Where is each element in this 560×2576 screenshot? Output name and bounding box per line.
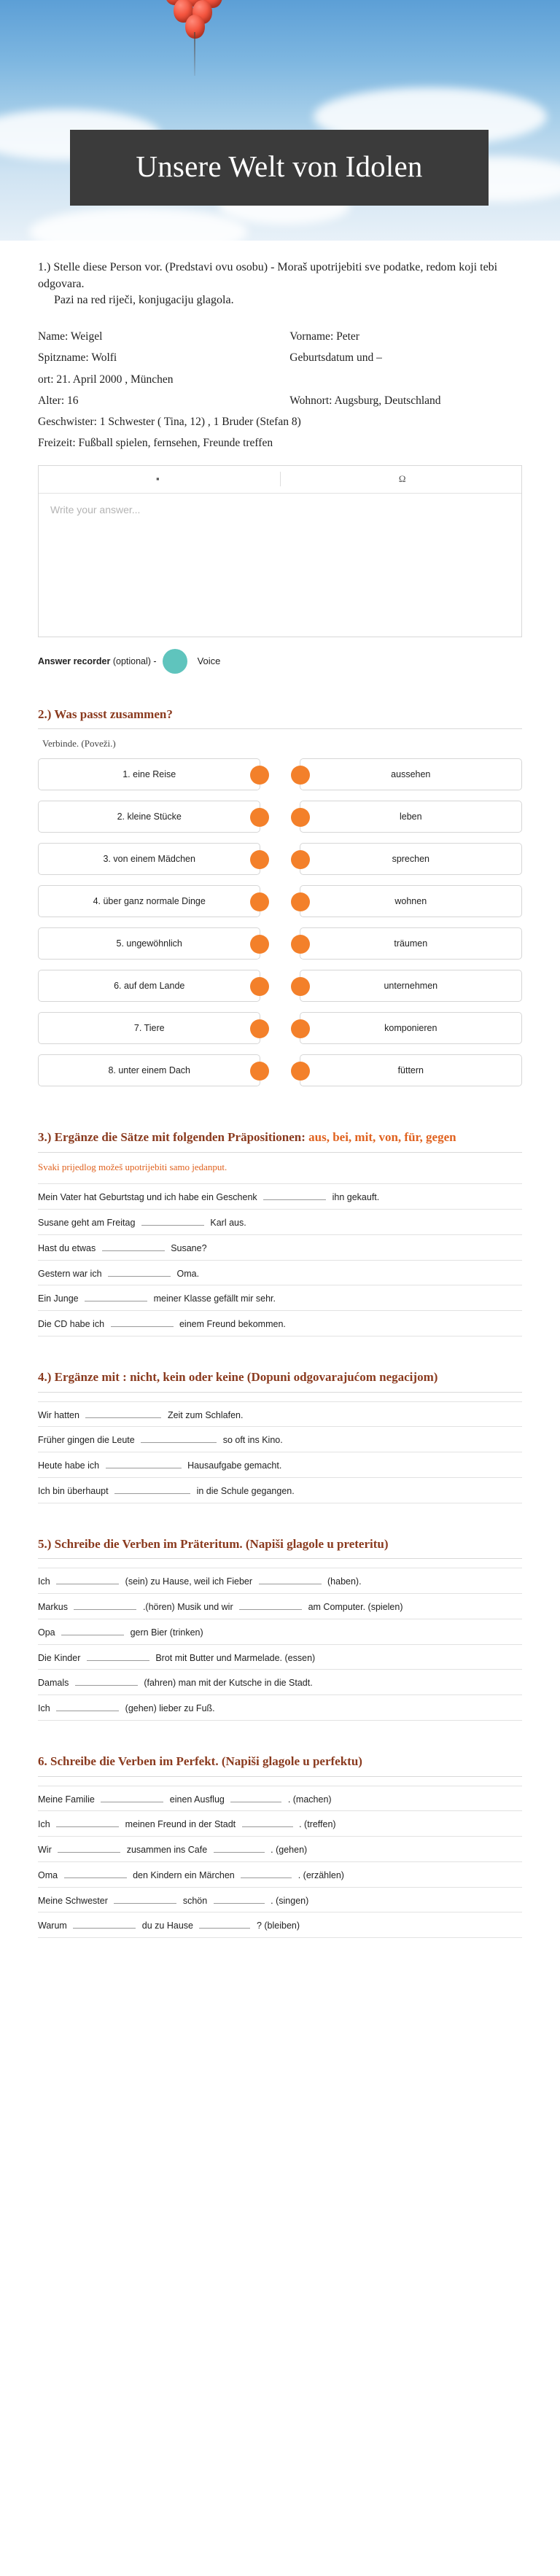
- connector-dot[interactable]: [250, 1019, 269, 1038]
- question-4: [38, 1369, 522, 1503]
- match-item-left[interactable]: [38, 801, 260, 833]
- question-3-word-bank: aus, bei, mit, von, für, gegen: [308, 1130, 456, 1145]
- editor-toolbar: [39, 466, 521, 494]
- blank-input[interactable]: [230, 1793, 281, 1802]
- field-row: [38, 413, 522, 430]
- field-geburtsdatum: Geburtsdatum und –: [289, 351, 382, 365]
- question-3-note: Svaki prijedlog možeš upotrijebiti samo jedanput.: [38, 1161, 228, 1173]
- blank-input[interactable]: [214, 1843, 265, 1853]
- blank-input[interactable]: [58, 1843, 120, 1853]
- fill-in-blank-row[interactable]: Ich (gehen) lieber zu Fuß.: [38, 1695, 522, 1721]
- match-item-label: 4. über ganz normale Dinge: [93, 895, 206, 906]
- answer-editor[interactable]: [38, 465, 522, 637]
- blank-input[interactable]: [199, 1919, 250, 1929]
- fill-in-blank-row[interactable]: Ich meinen Freund in der Stadt . (treffen): [38, 1811, 522, 1837]
- match-item-label: 8. unter einem Dach: [108, 1065, 190, 1075]
- field-row: [38, 392, 522, 409]
- connector-dot[interactable]: [250, 892, 269, 911]
- blank-input[interactable]: [241, 1869, 292, 1878]
- blank-input[interactable]: [108, 1267, 171, 1277]
- question-1: [38, 260, 522, 674]
- matching-exercise: [38, 758, 522, 1097]
- match-item-right[interactable]: [300, 970, 522, 1002]
- blank-input[interactable]: [56, 1575, 119, 1584]
- blank-input[interactable]: [61, 1626, 124, 1635]
- fill-in-blank-row[interactable]: Damals (fahren) man mit der Kutsche in die Stadt.: [38, 1670, 522, 1695]
- fill-in-blank-row[interactable]: Die CD habe ich einem Freund bekommen.: [38, 1311, 522, 1336]
- fill-in-blank-row[interactable]: Wir zusammen ins Cafe . (gehen): [38, 1837, 522, 1862]
- connector-dot[interactable]: [291, 808, 310, 827]
- match-item-right[interactable]: [300, 1054, 522, 1086]
- match-item-left[interactable]: [38, 758, 260, 790]
- person-data-fields: [38, 328, 522, 452]
- blank-input[interactable]: [56, 1818, 119, 1827]
- balloons-icon: [153, 0, 241, 60]
- blank-input[interactable]: [239, 1600, 302, 1610]
- field-geburtsort: ort: 21. April 2000 , München: [38, 373, 174, 386]
- blank-input[interactable]: [87, 1651, 149, 1661]
- divider: [38, 1776, 522, 1777]
- match-item-label: unternehmen: [384, 980, 438, 991]
- question-1-prompt: [38, 260, 522, 309]
- question-4-title-bold: nicht, kein oder keine (Dopuni odgovarajućom negacijom): [130, 1369, 438, 1384]
- question-6: [38, 1753, 522, 1938]
- question-6-sentences: [38, 1786, 522, 1939]
- divider: [38, 1558, 522, 1559]
- divider: [38, 728, 522, 729]
- match-item-right[interactable]: [300, 843, 522, 875]
- blank-input[interactable]: [85, 1409, 161, 1418]
- question-2-subtitle: Verbinde. (Poveži.): [42, 738, 116, 750]
- blank-input[interactable]: [114, 1484, 190, 1494]
- connector-dot[interactable]: [291, 892, 310, 911]
- answer-input[interactable]: Write your answer...: [50, 503, 141, 515]
- blank-input[interactable]: [74, 1600, 136, 1610]
- match-item-label: 6. auf dem Lande: [114, 980, 185, 991]
- question-5-sentences: [38, 1568, 522, 1721]
- fill-in-blank-row[interactable]: Susane geht am Freitag Karl aus.: [38, 1210, 522, 1235]
- fill-in-blank-row[interactable]: Wir hatten Zeit zum Schlafen.: [38, 1401, 522, 1428]
- recorder-optional-label: (optional) -: [110, 655, 157, 666]
- answer-recorder: [38, 649, 522, 674]
- connector-dot[interactable]: [250, 766, 269, 785]
- blank-input[interactable]: [102, 1242, 165, 1251]
- match-item-label: träumen: [394, 938, 428, 949]
- field-row: [38, 328, 522, 345]
- fill-in-blank-row[interactable]: Ich (sein) zu Hause, weil ich Fieber (haben).: [38, 1568, 522, 1594]
- fill-in-blank-row[interactable]: Heute habe ich Hausaufgabe gemacht.: [38, 1452, 522, 1478]
- question-6-title: 6. Schreibe die Verben im Perfekt. (Napiši glagole u perfektu): [38, 1754, 362, 1768]
- matching-left-column: [38, 758, 260, 1097]
- recorder-voice-label: Voice: [197, 655, 221, 667]
- match-item-right[interactable]: [300, 1012, 522, 1044]
- font-style-icon[interactable]: ▪: [155, 473, 160, 485]
- blank-input[interactable]: [111, 1318, 174, 1327]
- blank-input[interactable]: [114, 1894, 176, 1904]
- fill-in-blank-row[interactable]: Früher gingen die Leute so oft ins Kino.: [38, 1427, 522, 1452]
- question-2-title: 2.) Was passt zusammen?: [38, 707, 173, 721]
- record-button[interactable]: [163, 649, 187, 674]
- fill-in-blank-row[interactable]: Warum du zu Hause ? (bleiben): [38, 1912, 522, 1938]
- question-3: [38, 1129, 522, 1336]
- question-4-title-prefix: 4.) Ergänze mit :: [38, 1369, 127, 1384]
- blank-input[interactable]: [106, 1459, 182, 1468]
- connector-dot[interactable]: [250, 808, 269, 827]
- match-item-right[interactable]: [300, 758, 522, 790]
- question-3-sentences: [38, 1183, 522, 1336]
- question-3-title: [38, 1129, 522, 1146]
- fill-in-blank-row[interactable]: Opa gern Bier (trinken): [38, 1619, 522, 1645]
- fill-in-blank-row[interactable]: Mein Vater hat Geburtstag und ich habe ein Geschenk ihn gekauft.: [38, 1183, 522, 1210]
- worksheet-body: [0, 260, 560, 1967]
- fill-in-blank-row[interactable]: Oma den Kindern ein Märchen . (erzählen): [38, 1862, 522, 1888]
- field-row: [38, 349, 522, 366]
- fill-in-blank-row[interactable]: Meine Familie einen Ausflug . (machen): [38, 1786, 522, 1812]
- match-item-label: sprechen: [392, 853, 429, 864]
- connector-dot[interactable]: [291, 935, 310, 954]
- match-item-left[interactable]: [38, 1012, 260, 1044]
- blank-input[interactable]: [64, 1869, 127, 1878]
- field-alter: Alter: 16: [38, 394, 79, 407]
- match-item-right[interactable]: [300, 927, 522, 960]
- connector-dot[interactable]: [291, 1062, 310, 1081]
- connector-dot[interactable]: [250, 1062, 269, 1081]
- blank-input[interactable]: [259, 1575, 322, 1584]
- blank-input[interactable]: [263, 1191, 326, 1200]
- fill-in-blank-row[interactable]: Meine Schwester schön . (singen): [38, 1888, 522, 1913]
- match-item-label: 3. von einem Mädchen: [103, 853, 195, 864]
- field-row: [38, 435, 522, 451]
- match-item-left[interactable]: [38, 885, 260, 917]
- match-item-label: 5. ungewöhnlich: [116, 938, 182, 949]
- fill-in-blank-row[interactable]: Hast du etwas Susane?: [38, 1235, 522, 1261]
- field-empty: [289, 371, 522, 388]
- connector-dot[interactable]: [291, 766, 310, 785]
- omega-symbol-icon[interactable]: Ω: [398, 473, 406, 485]
- match-item-left[interactable]: [38, 843, 260, 875]
- question-3-title-text: 3.) Ergänze die Sätze mit folgenden Präpositionen:: [38, 1130, 306, 1145]
- match-item-label: komponieren: [384, 1022, 438, 1033]
- fill-in-blank-row[interactable]: Markus .(hören) Musik und wir am Computer. (spielen): [38, 1594, 522, 1619]
- field-vorname: Vorname: Peter: [289, 330, 359, 343]
- field-row: [38, 371, 522, 388]
- match-item-right[interactable]: [300, 801, 522, 833]
- match-item-label: 1. eine Reise: [122, 768, 176, 779]
- field-freizeit: Freizeit: Fußball spielen, fernsehen, Freunde treffen: [38, 437, 273, 450]
- connector-dot[interactable]: [291, 1019, 310, 1038]
- blank-input[interactable]: [214, 1894, 265, 1904]
- match-item-label: 7. Tiere: [133, 1022, 165, 1033]
- toolbar-divider: [280, 472, 281, 486]
- blank-input[interactable]: [73, 1919, 136, 1929]
- field-spitzname: Spitzname: Wolfi: [38, 351, 117, 365]
- fill-in-blank-row[interactable]: Die Kinder Brot mit Butter und Marmelade. (essen): [38, 1645, 522, 1670]
- blank-input[interactable]: [101, 1793, 163, 1802]
- blank-input[interactable]: [85, 1292, 147, 1301]
- recorder-label: Answer recorder (optional) -: [38, 655, 157, 666]
- cloud-decoration: [29, 208, 248, 241]
- question-4-sentences: [38, 1401, 522, 1503]
- blank-input[interactable]: [141, 1216, 204, 1226]
- blank-input[interactable]: [141, 1433, 217, 1443]
- match-item-left[interactable]: [38, 1054, 260, 1086]
- divider: [38, 1392, 522, 1393]
- connector-dot[interactable]: [291, 977, 310, 996]
- match-item-label: leben: [399, 811, 422, 822]
- question-1-prompt-text: 1.) Stelle diese Person vor. (Predstavi ovu osobu) - Moraš upotrijebiti sve podatke, redom koji tebi odgovara.: [38, 261, 498, 290]
- question-1-hint: Pazi na red riječi, konjugaciju glagola.: [54, 294, 234, 307]
- fill-in-blank-row[interactable]: Ein Junge meiner Klasse gefällt mir sehr.: [38, 1285, 522, 1311]
- connector-dot[interactable]: [250, 850, 269, 869]
- field-name: Name: Weigel: [38, 330, 103, 343]
- match-item-left[interactable]: [38, 970, 260, 1002]
- field-wohnort: Wohnort: Augsburg, Deutschland: [289, 394, 441, 407]
- question-5: [38, 1536, 522, 1721]
- connector-dot[interactable]: [250, 935, 269, 954]
- blank-input[interactable]: [75, 1676, 138, 1686]
- fill-in-blank-row[interactable]: Ich bin überhaupt in die Schule gegangen.: [38, 1478, 522, 1503]
- match-item-left[interactable]: [38, 927, 260, 960]
- connector-dot[interactable]: [291, 850, 310, 869]
- page-title: Unsere Welt von Idolen: [136, 149, 423, 183]
- divider: [38, 1152, 522, 1153]
- blank-input[interactable]: [242, 1818, 293, 1827]
- page-title-banner: [70, 130, 489, 206]
- blank-input[interactable]: [56, 1702, 119, 1711]
- question-4-title: [38, 1369, 522, 1386]
- match-item-label: 2. kleine Stücke: [117, 811, 182, 822]
- fill-in-blank-row[interactable]: Gestern war ich Oma.: [38, 1261, 522, 1286]
- connector-dot[interactable]: [250, 977, 269, 996]
- match-item-right[interactable]: [300, 885, 522, 917]
- match-item-label: aussehen: [391, 768, 431, 779]
- question-5-title: 5.) Schreibe die Verben im Präteritum. (Napiši glagole u preteritu): [38, 1536, 389, 1551]
- match-item-label: wohnen: [394, 895, 427, 906]
- question-2: [38, 706, 522, 1097]
- field-geschwister: Geschwister: 1 Schwester ( Tina, 12) , 1 Bruder (Stefan 8): [38, 416, 301, 429]
- match-item-label: füttern: [397, 1065, 424, 1075]
- header-banner-image: [0, 0, 560, 241]
- matching-right-column: [300, 758, 522, 1097]
